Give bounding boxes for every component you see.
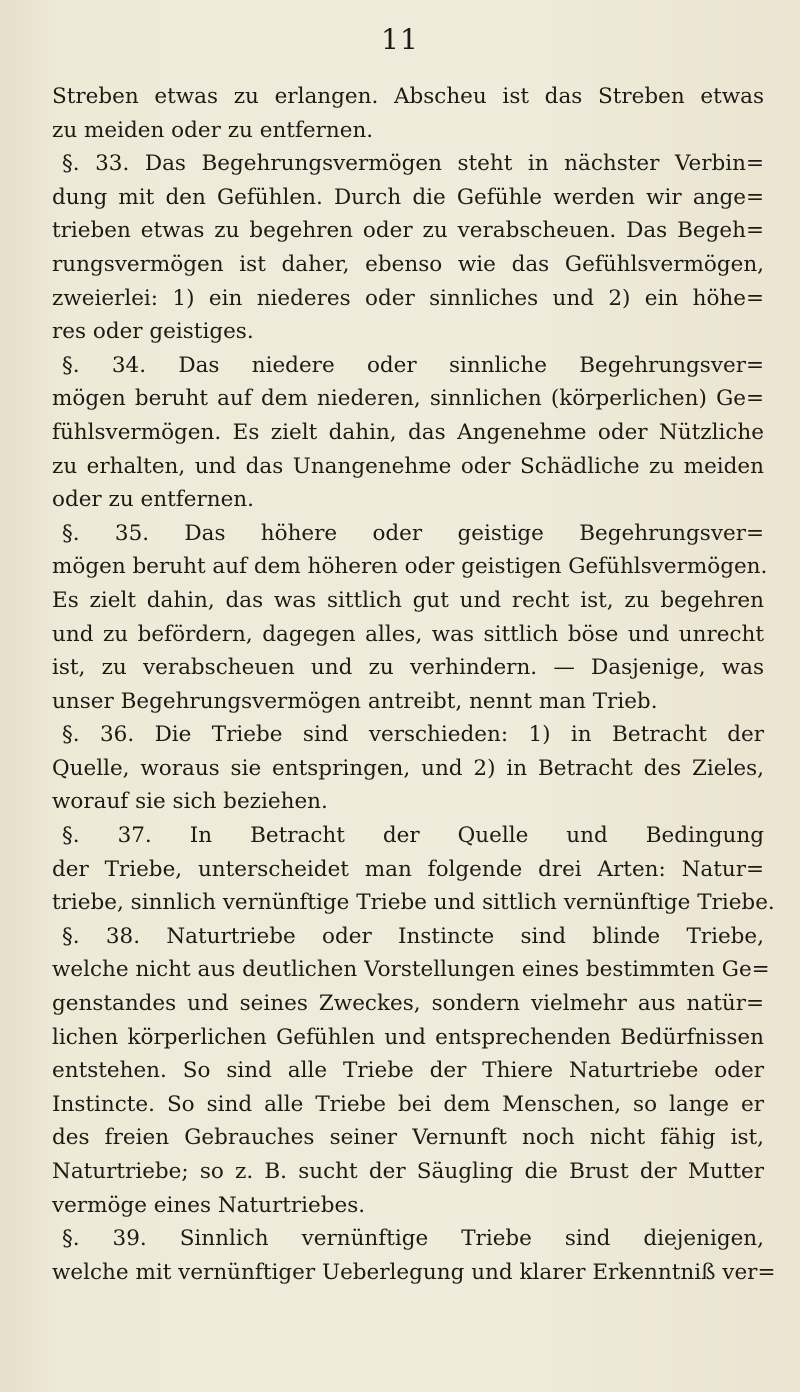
text-line: Es zielt dahin, das was sittlich gut und recht ist, zu begehren — [52, 587, 764, 613]
text-line: fühlsvermögen. Es zielt dahin, das Angenehme oder Nützliche — [52, 419, 764, 445]
body-text — [52, 80, 776, 1289]
text-line: vermöge eines Naturtriebes. — [52, 1192, 366, 1218]
text-line: unser Begehrungsvermögen antreibt, nennt man Trieb. — [52, 688, 658, 714]
text-line: §. 34. Das niedere oder sinnliche Begehrungsver= — [62, 352, 764, 378]
text-line: mögen beruht auf dem niederen, sinnlichen (körperlichen) Ge= — [52, 386, 764, 412]
text-line: §. 38. Naturtriebe oder Instincte sind blinde Triebe, — [62, 923, 764, 949]
text-line: Streben etwas zu erlangen. Abscheu ist das Streben etwas — [52, 84, 764, 109]
page-number: 11 — [381, 23, 419, 56]
text-line: des freien Gebrauches seiner Vernunft noch nicht fähig ist, — [52, 1125, 764, 1151]
text-line: welche mit vernünftiger Ueberlegung und klarer Erkenntniß ver= — [52, 1259, 776, 1285]
text-line: lichen körperlichen Gefühlen und entsprechenden Bedürfnissen — [52, 1024, 764, 1050]
text-line: res oder geistiges. — [52, 319, 254, 345]
text-line: triebe, sinnlich vernünftige Triebe und sittlich vernünftige Triebe. — [52, 890, 775, 916]
text-line: zweierlei: 1) ein niederes oder sinnliches und 2) ein höhe= — [52, 285, 764, 311]
text-line: entstehen. So sind alle Triebe der Thiere Naturtriebe oder — [52, 1058, 764, 1084]
text-line: worauf sie sich beziehen. — [52, 789, 328, 815]
text-line: Instincte. So sind alle Triebe bei dem Menschen, so lange er — [52, 1091, 764, 1117]
text-line: genstandes und seines Zweckes, sondern vielmehr aus natür= — [52, 991, 764, 1017]
text-line: ist, zu verabscheuen und zu verhindern. — Dasjenige, was — [52, 655, 764, 681]
text-line: mögen beruht auf dem höheren oder geistigen Gefühlsvermögen. — [52, 554, 768, 580]
text-line: §. 36. Die Triebe sind verschieden: 1) in Betracht der — [62, 722, 764, 748]
text-line: zu erhalten, und das Unangenehme oder Schädliche zu meiden — [52, 453, 764, 479]
text-line: der Triebe, unterscheidet man folgende drei Arten: Natur= — [52, 856, 764, 882]
text-line: Naturtriebe; so z. B. sucht der Säugling die Brust der Mutter — [52, 1159, 764, 1184]
text-line: welche nicht aus deutlichen Vorstellungen eines bestimmten Ge= — [52, 957, 770, 983]
text-line: dung mit den Gefühlen. Durch die Gefühle werden wir ange= — [52, 184, 764, 210]
text-line: rungsvermögen ist daher, ebenso wie das Gefühlsvermögen, — [52, 251, 764, 277]
text-line: §. 39. Sinnlich vernünftige Triebe sind diejenigen, — [62, 1226, 764, 1252]
text-line: §. 33. Das Begehrungsvermögen steht in nächster Verbin= — [62, 151, 764, 177]
text-line: §. 35. Das höhere oder geistige Begehrungsver= — [62, 520, 764, 546]
text-line: und zu befördern, dagegen alles, was sittlich böse und unrecht — [52, 621, 764, 647]
text-line: oder zu entfernen. — [52, 487, 254, 513]
text-line: zu meiden oder zu entfernen. — [52, 117, 374, 143]
text-line: Quelle, woraus sie entspringen, und 2) in Betracht des Zieles, — [52, 755, 764, 781]
text-line: §. 37. In Betracht der Quelle und Bedingung — [62, 823, 764, 849]
text-line: trieben etwas zu begehren oder zu verabscheuen. Das Begeh= — [52, 218, 764, 244]
